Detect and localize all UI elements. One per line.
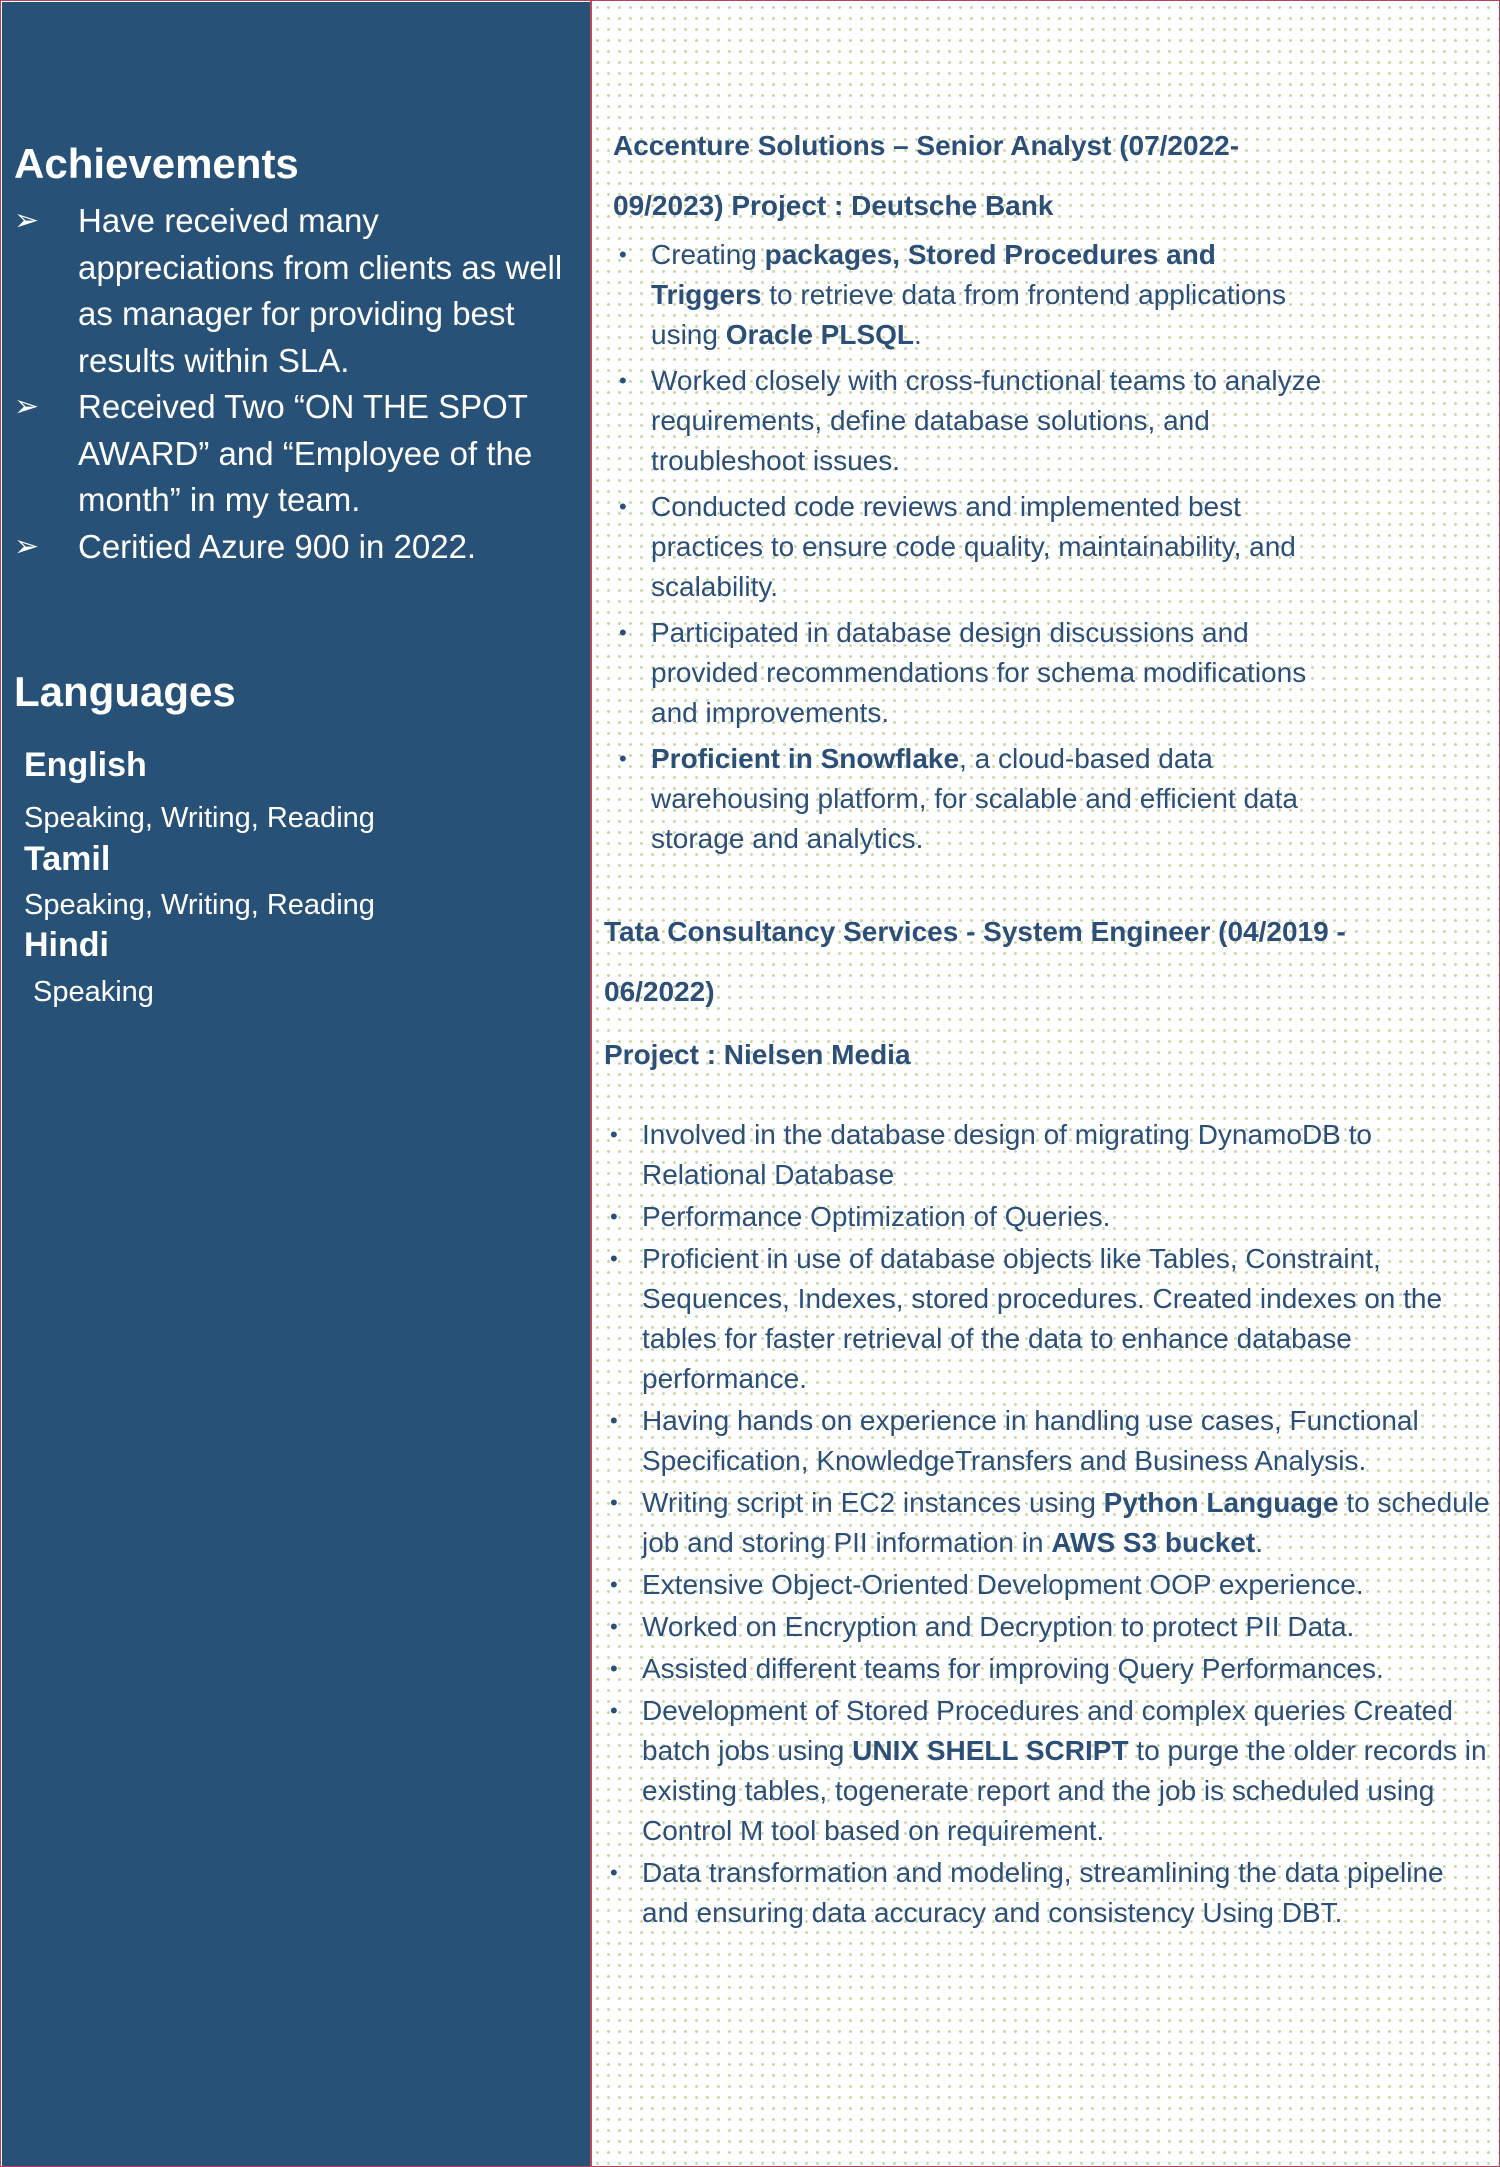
responsibility-item [604, 1649, 1494, 1689]
responsibility-item [604, 1483, 1494, 1563]
language-skill-text: Speaking, Writing, Reading [24, 889, 375, 921]
achievement-item [14, 384, 574, 524]
language-skill-text: Speaking, Writing, Reading [24, 802, 375, 834]
bullet-dot-icon: • [610, 1408, 618, 1433]
achievement-text: Have received many appreciations from clients as well as manager for providing best results within SLA. [78, 202, 563, 379]
responsibility-item [613, 361, 1323, 481]
bold-text: packages, Stored Procedures and Triggers [651, 239, 1216, 310]
achievement-item [14, 198, 574, 384]
achievements-heading: Achievements [14, 140, 299, 187]
language-name: English [24, 746, 147, 784]
language-item [24, 840, 110, 879]
responsibility-item [604, 1115, 1494, 1195]
bold-text: Oracle PLSQL [725, 319, 915, 350]
arrow-bullet-icon: ➢ [14, 529, 40, 563]
languages-heading: Languages [14, 668, 236, 715]
responsibility-item [613, 613, 1323, 733]
responsibility-text: . [1255, 1527, 1263, 1558]
bold-text: Python Language [1103, 1487, 1339, 1518]
bold-text: AWS S3 bucket [1051, 1527, 1256, 1558]
bullet-dot-icon: • [610, 1614, 618, 1639]
responsibility-text: , a cloud-based data warehousing platform, for scalable and efficient data storage and analytics. [651, 743, 1298, 854]
responsibility-text: Worked closely with cross-functional teams to analyze requirements, define database solutions, and troubleshoot issues. [651, 365, 1322, 476]
job-title: Tata Consultancy Services - System Engineer (04/2019 - 06/2022) [604, 916, 1346, 1007]
responsibility-text: Worked on Encryption and Decryption to protect PII Data. [642, 1611, 1355, 1642]
language-name: Hindi [24, 926, 109, 964]
bullet-dot-icon: • [610, 1490, 618, 1515]
bold-text: UNIX SHELL SCRIPT [852, 1735, 1129, 1766]
bullet-dot-icon: • [610, 1246, 618, 1271]
responsibility-text: Assisted different teams for improving Query Performances. [642, 1653, 1384, 1684]
responsibility-item [604, 1565, 1494, 1605]
arrow-bullet-icon: ➢ [14, 204, 40, 237]
responsibility-item [613, 235, 1323, 355]
bullet-dot-icon: • [619, 746, 627, 771]
responsibility-text: Participated in database design discussions and provided recommendations for schema modifications and improvements. [651, 617, 1307, 728]
responsibility-item [604, 1239, 1494, 1399]
responsibility-text: Having hands on experience in handling use cases, Functional Specification, KnowledgeTransfers and Business Analysis. [642, 1405, 1419, 1476]
bullet-dot-icon: • [610, 1572, 618, 1597]
bold-text: Proficient in Snowflake [651, 743, 960, 774]
job-title: Accenture Solutions – Senior Analyst (07/2022-09/2023) Project : Deutsche Bank [613, 130, 1240, 221]
bullet-dot-icon: • [610, 1656, 618, 1681]
responsibility-item [604, 1197, 1494, 1237]
achievement-text: Received Two “ON THE SPOT AWARD” and “Employee of the month” in my team. [78, 388, 533, 518]
responsibility-text: Development of Stored Procedures and complex queries Created batch jobs using [642, 1695, 1453, 1766]
responsibility-text: . [914, 319, 922, 350]
job-responsibilities-list [604, 1115, 1494, 1935]
sidebar [2, 2, 590, 2166]
achievements-list [14, 198, 574, 570]
bullet-dot-icon: • [610, 1860, 618, 1885]
responsibility-text: Creating [651, 239, 765, 270]
bullet-dot-icon: • [619, 494, 627, 519]
language-skills [33, 976, 154, 1009]
language-skills [24, 889, 375, 922]
arrow-bullet-icon: ➢ [14, 390, 40, 423]
language-name: Tamil [24, 840, 111, 878]
responsibility-text: to purge the older records in existing tables, togenerate report and the job is scheduled using Control M tool based on requirement. [642, 1735, 1487, 1846]
responsibility-text: Proficient in use of database objects like Tables, Constraint, Sequences, Indexes, stored procedures. Created indexes on the tables for faster retrieval of the data to enhance database performance. [642, 1243, 1443, 1394]
bullet-dot-icon: • [619, 368, 627, 393]
language-skill-text: Speaking [33, 976, 154, 1008]
bullet-dot-icon: • [610, 1698, 618, 1723]
responsibility-text: to schedule job and storing PII information in [642, 1487, 1490, 1558]
responsibility-text: Conducted code reviews and implemented best practices to ensure code quality, maintainability, and scalability. [651, 491, 1296, 602]
bullet-dot-icon: • [619, 242, 627, 267]
responsibility-item [613, 739, 1323, 859]
language-item [24, 746, 147, 785]
responsibility-text: to retrieve data from frontend applications using [651, 279, 1286, 350]
responsibility-item [613, 487, 1323, 607]
responsibility-text: Performance Optimization of Queries. [642, 1201, 1111, 1232]
responsibility-item [604, 1853, 1494, 1933]
job-responsibilities-list [613, 235, 1323, 865]
language-item [24, 926, 109, 965]
responsibility-item [604, 1401, 1494, 1481]
responsibility-item [604, 1691, 1494, 1851]
responsibility-text: Writing script in EC2 instances using [642, 1487, 1104, 1518]
bullet-dot-icon: • [610, 1204, 618, 1229]
bullet-dot-icon: • [610, 1122, 618, 1147]
responsibility-text: Extensive Object-Oriented Development OOP experience. [642, 1569, 1364, 1600]
achievement-text: Ceritied Azure 900 in 2022. [78, 527, 477, 565]
responsibility-item [604, 1607, 1494, 1647]
project-title: Project : Nielsen Media [604, 1039, 911, 1070]
experience-section [592, 2, 1499, 2166]
responsibility-text: Data transformation and modeling, streamlining the data pipeline and ensuring data accuracy and consistency Using DBT. [642, 1857, 1444, 1928]
language-skills [24, 802, 375, 835]
achievement-item [14, 524, 574, 571]
bullet-dot-icon: • [619, 620, 627, 645]
responsibility-text: Involved in the database design of migrating DynamoDB to Relational Database [642, 1119, 1372, 1190]
